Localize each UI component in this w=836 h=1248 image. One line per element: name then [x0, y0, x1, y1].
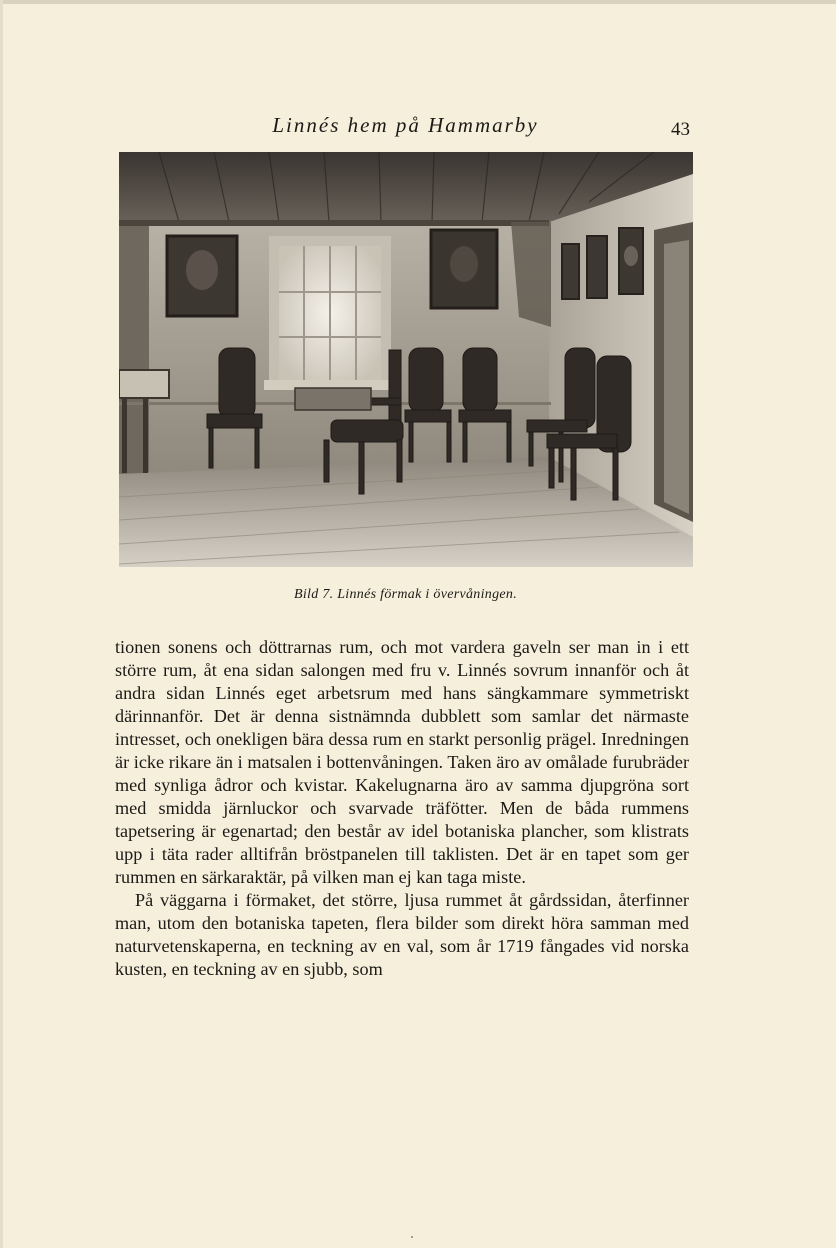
running-title: Linnés hem på Hammarby [272, 113, 539, 137]
room-photograph [119, 152, 693, 567]
running-head [118, 113, 693, 143]
page-mark [411, 1236, 413, 1238]
paragraph: tionen sonens och döttrarnas rum, och mot vardera gaveln ser man in i ett större rum, åt ena sidan salongen med fru v. Linnés sovrum innanför och åt andra sidan Linnés eget arbetsrum med hans sängkammare symmetriskt därinnanför. Det är denna sistnämnda dubblett som samlar det närmaste intresset, och onekligen bära dessa rum en starkt personlig prägel. Inredningen är icke rikare än i matsalen i bottenvåningen. Taken äro av omålade furubräder med synliga ådror och kvistar. Kakelugnarna äro av samma djupgröna sort med smidda järnluckor och svarvade träfötter. Men de båda rummens tapetsering är egenartad; den består av idel botaniska plancher, som klistrats upp i täta rader alltifrån bröstpanelen till taklisten. Det är en tapet som ger rummen en särkaraktär, på vilken man ej kan taga miste. [115, 637, 689, 887]
paragraph: På väggarna i förmaket, det större, ljusa rummet åt gårdssidan, återfinner man, utom den botaniska tapeten, flera bilder som direkt höra samman med naturvetenskaperna, en teckning av en val, som år 1719 fångades vid norska kusten, en teckning av en sjubb, som [115, 890, 689, 979]
page-edge-top [0, 0, 836, 4]
body-text [115, 636, 689, 981]
page-edge-left [0, 0, 3, 1248]
page-number: 43 [671, 119, 690, 140]
figure-caption: Bild 7. Linnés förmak i övervåningen. [293, 587, 517, 602]
